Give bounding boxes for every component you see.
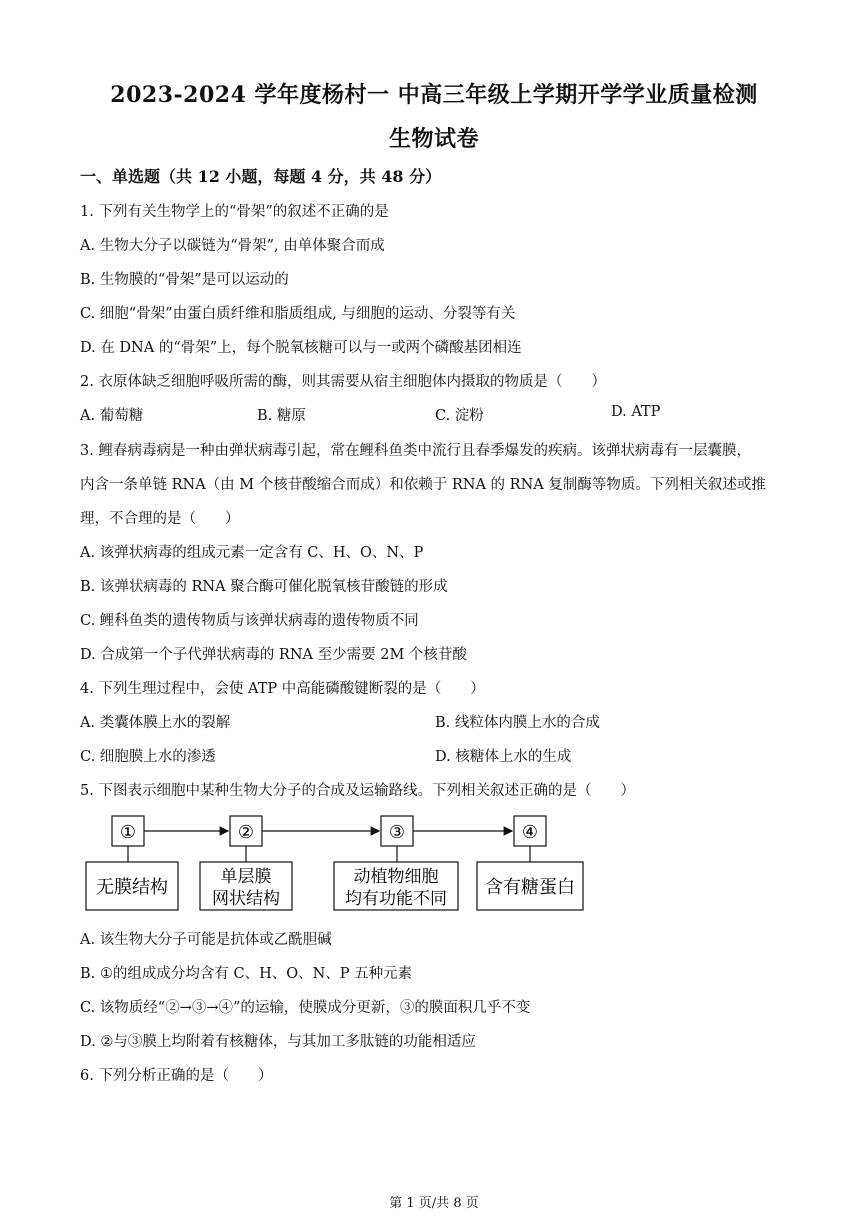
question-2-option-c: C. 淀粉 <box>435 408 484 424</box>
question-3-option-d: D. 合成第一个子代弹状病毒的 RNA 至少需要 2M 个核苷酸 <box>80 647 467 663</box>
structure-3-number: ③ <box>388 822 406 843</box>
question-3-stem-line-2: 内含一条单链 RNA（由 M 个核苷酸缩合而成）和依赖于 RNA 的 RNA 复制酶等物质。下列相关叙述或推 <box>80 477 766 493</box>
question-4-option-c: C. 细胞膜上水的渗透 <box>80 749 216 765</box>
exam-subtitle: 生物试卷 <box>388 126 479 152</box>
structure-4-number: ④ <box>521 822 539 843</box>
question-5-option-b: B. ①的组成成分均含有 C、H、O、N、P 五种元素 <box>80 966 413 982</box>
question-2-stem: 2. 衣原体缺乏细胞呼吸所需的酶，则其需要从宿主细胞体内摄取的物质是（ ） <box>80 374 606 390</box>
description-box-1 <box>86 862 178 910</box>
question-3-stem-line-1: 3. 鲤春病毒病是一种由弹状病毒引起，常在鲤科鱼类中流行且春季爆发的疾病。该弹状病毒有一层囊膜， <box>80 443 751 459</box>
question-6-stem: 6. 下列分析正确的是（ ） <box>80 1068 273 1084</box>
question-4-stem: 4. 下列生理过程中，会使 ATP 中高能磷酸键断裂的是（ ） <box>80 681 485 697</box>
question-4-option-a: A. 类囊体膜上水的裂解 <box>80 715 231 731</box>
structure-2-node <box>230 816 262 846</box>
description-box-3 <box>334 862 458 910</box>
structure-2-number: ② <box>237 822 255 843</box>
question-5-option-c: C. 该物质经“②→③→④”的运输，使膜成分更新，③的膜面积几乎不变 <box>80 1000 531 1016</box>
question-3-stem-line-3: 理，不合理的是（ ） <box>80 511 240 527</box>
transport-route-diagram <box>80 810 600 920</box>
question-1-option-a: A. 生物大分子以碳链为“骨架”, 由单体聚合而成 <box>80 238 385 254</box>
question-4-option-b: B. 线粒体内膜上水的合成 <box>435 715 600 731</box>
question-1-option-d: D. 在 DNA 的“骨架”上，每个脱氧核糖可以与一或两个磷酸基团相连 <box>80 340 522 356</box>
section-heading: 一、单选题（共 12 小题，每题 4 分，共 48 分） <box>80 167 442 186</box>
question-2-option-d: D. ATP <box>611 404 661 420</box>
description-3-line-2: 均有功能不同 <box>345 889 447 909</box>
question-2-option-a: A. 葡萄糖 <box>80 408 144 424</box>
question-5-option-a: A. 该生物大分子可能是抗体或乙酰胆碱 <box>80 932 332 948</box>
question-2-option-b: B. 糖原 <box>257 408 306 424</box>
page-number: 第 1 页/共 8 页 <box>389 1196 479 1211</box>
structure-3-node <box>381 816 413 846</box>
structure-1-node <box>112 816 144 846</box>
structure-4-node <box>514 816 546 846</box>
description-4-text: 含有糖蛋白 <box>485 877 575 898</box>
question-4-option-d: D. 核糖体上水的生成 <box>435 749 572 765</box>
question-3-option-b: B. 该弹状病毒的 RNA 聚合酶可催化脱氧核苷酸链的形成 <box>80 579 448 595</box>
question-1-option-b: B. 生物膜的“骨架”是可以运动的 <box>80 272 289 288</box>
description-2-line-1: 单层膜 <box>220 867 272 887</box>
description-box-2 <box>200 862 292 910</box>
description-1-text: 无膜结构 <box>96 877 168 898</box>
description-2-line-2: 网状结构 <box>212 889 280 909</box>
question-1-option-c: C. 细胞“骨架”由蛋白质纤维和脂质组成, 与细胞的运动、分裂等有关 <box>80 306 516 322</box>
description-3-line-1: 动植物细胞 <box>353 867 439 887</box>
question-3-option-a: A. 该弹状病毒的组成元素一定含有 C、H、O、N、P <box>80 545 424 561</box>
exam-title: 2023-2024 学年度杨村一 中高三年级上学期开学学业质量检测 <box>110 82 758 108</box>
question-5-stem: 5. 下图表示细胞中某种生物大分子的合成及运输路线。下列相关叙述正确的是（ ） <box>80 783 635 799</box>
description-box-4 <box>477 862 583 910</box>
question-1-stem: 1. 下列有关生物学上的“骨架”的叙述不正确的是 <box>80 204 389 220</box>
question-3-option-c: C. 鲤科鱼类的遗传物质与该弹状病毒的遗传物质不同 <box>80 613 419 629</box>
structure-1-number: ① <box>119 822 137 843</box>
question-5-option-d: D. ②与③膜上均附着有核糖体，与其加工多肽链的功能相适应 <box>80 1034 476 1050</box>
